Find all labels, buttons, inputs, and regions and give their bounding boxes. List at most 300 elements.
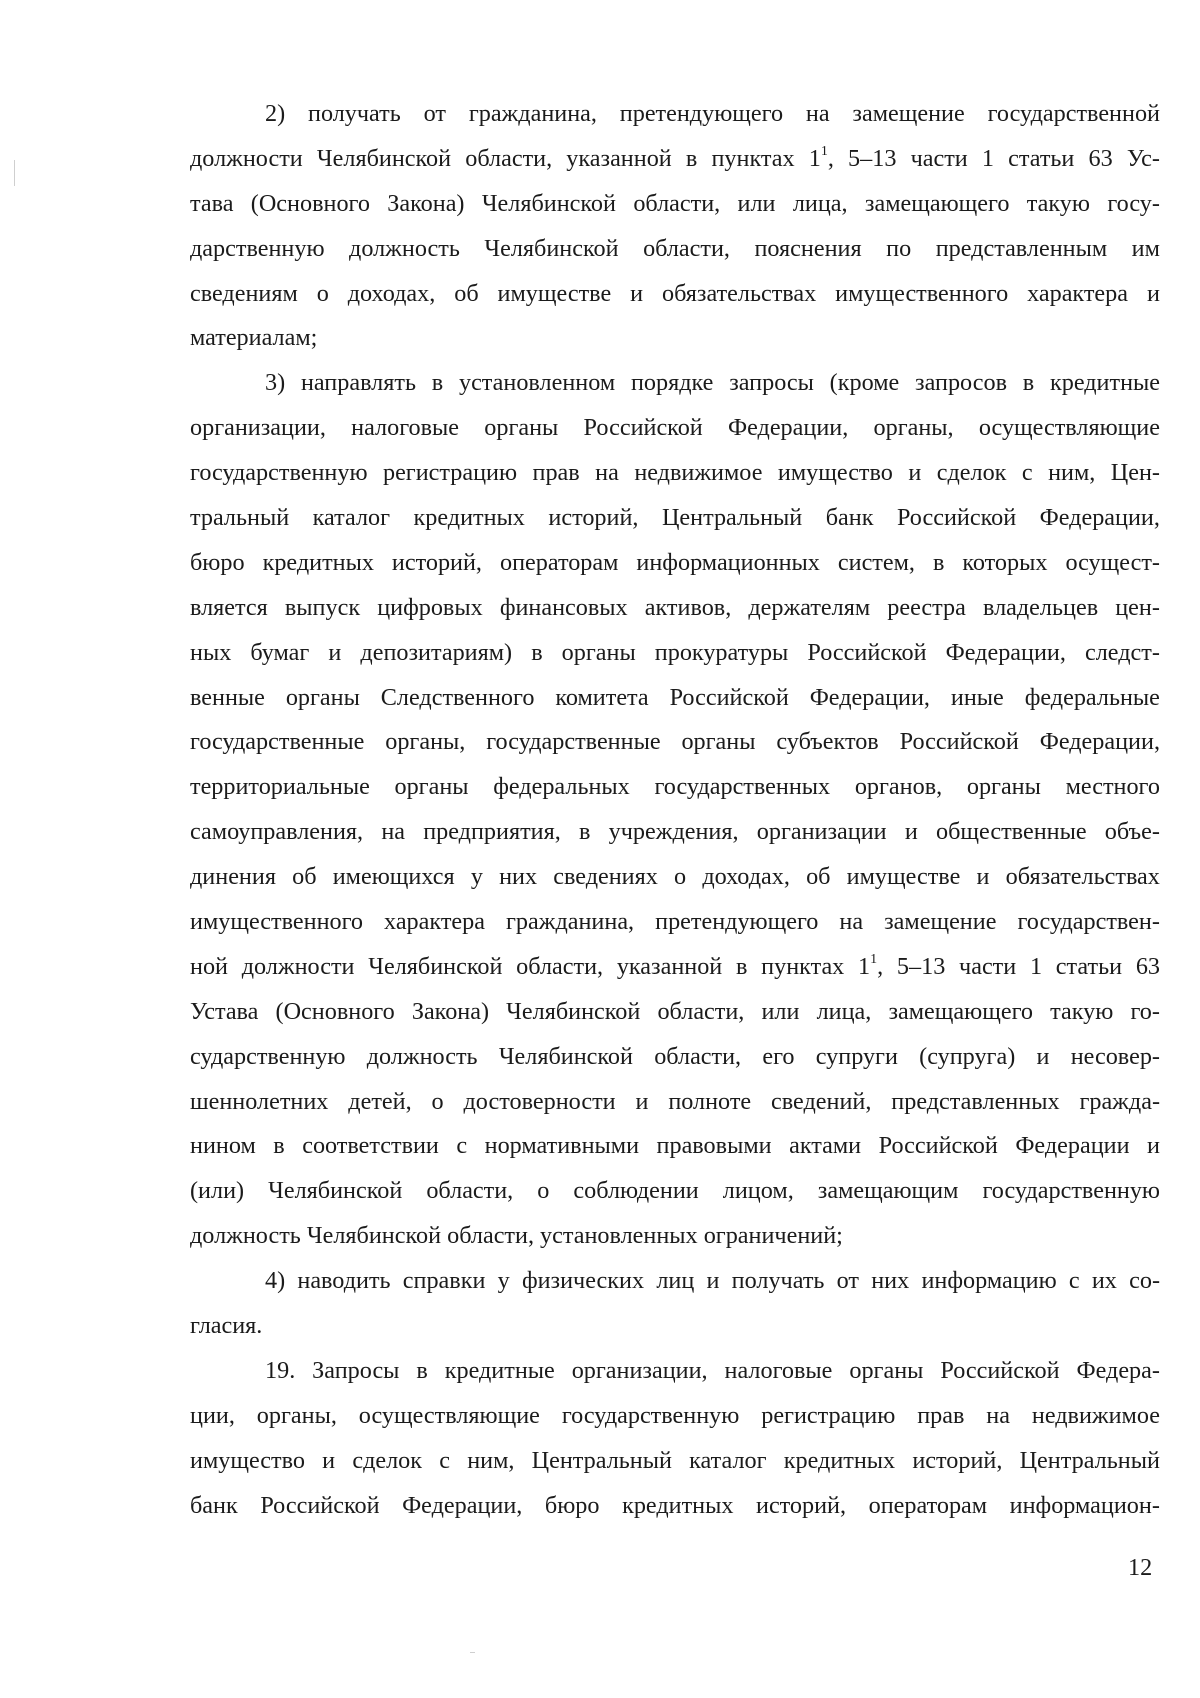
word: по	[886, 234, 912, 262]
text-line	[190, 272, 1160, 317]
word: информацию	[921, 1267, 1057, 1295]
word: об	[292, 863, 317, 891]
word: области,	[465, 144, 553, 172]
text-line	[190, 990, 1160, 1035]
word: органы	[966, 773, 1041, 801]
word: Челябинской	[481, 189, 616, 217]
word: Федерации,	[809, 683, 930, 711]
text-line	[190, 1259, 1160, 1304]
word: о	[537, 1177, 550, 1205]
word: от	[423, 100, 446, 127]
word: и	[630, 279, 644, 307]
text-line	[190, 810, 1160, 855]
word: нином	[190, 1132, 256, 1160]
word: историй,	[391, 548, 482, 576]
word: прокуратуры	[654, 638, 789, 666]
word: части	[959, 952, 1017, 980]
word: органы	[285, 683, 360, 711]
word: в	[531, 638, 543, 666]
word: бумаг	[250, 638, 310, 666]
word: 1	[1029, 952, 1043, 980]
word: финансовых	[499, 593, 628, 621]
word: с	[1068, 1267, 1080, 1295]
word: 63	[1088, 144, 1113, 172]
word: и	[904, 818, 918, 846]
word: кредитных	[622, 1491, 734, 1519]
word: венные	[190, 683, 265, 711]
word: организации	[756, 818, 887, 846]
word: соответствии	[302, 1132, 439, 1160]
word: государственных	[654, 773, 831, 801]
word: имущественного	[835, 279, 1009, 307]
word: их	[1091, 1267, 1117, 1295]
word: историй,	[756, 1491, 847, 1519]
word: замещение	[884, 908, 997, 936]
text-line	[190, 765, 1160, 810]
word: несовер-	[1070, 1042, 1160, 1070]
word: замещающим	[817, 1177, 959, 1205]
word: держателям	[748, 593, 871, 621]
word: о	[316, 279, 329, 307]
word: представленных	[891, 1087, 1060, 1115]
word: Российской	[669, 683, 789, 711]
word: и	[1146, 279, 1160, 307]
text-line	[190, 1304, 1160, 1349]
word: Челябинской	[506, 997, 641, 1025]
word: и	[635, 1087, 649, 1115]
word: физических	[521, 1267, 645, 1295]
word: в	[579, 818, 591, 846]
word: Федера-	[1076, 1356, 1160, 1384]
word: об	[806, 863, 831, 891]
word: на	[381, 818, 405, 846]
word: цифровых	[377, 593, 483, 621]
word: от	[836, 1267, 860, 1295]
word: ним,	[467, 1446, 515, 1474]
word: органы,	[385, 728, 466, 756]
word: с	[456, 1132, 468, 1160]
word: статьи	[1055, 952, 1123, 980]
word: в	[685, 144, 698, 172]
word: вляется	[190, 593, 268, 621]
word: 19.	[265, 1356, 296, 1384]
text-line	[190, 361, 1160, 406]
word: Челябинской	[268, 1177, 403, 1205]
word: Ус-	[1126, 144, 1160, 172]
word: органы	[849, 1356, 924, 1384]
word: лицом,	[722, 1177, 794, 1205]
word: и	[322, 1446, 336, 1474]
word: федеральные	[1024, 683, 1160, 711]
text-line	[190, 945, 1160, 990]
word: в	[431, 369, 444, 397]
word: местного	[1065, 773, 1160, 801]
word: указанной	[566, 144, 672, 172]
word: пунктах	[711, 144, 795, 172]
superscript-footnote: 1	[870, 951, 878, 967]
word: (или)	[190, 1177, 245, 1205]
word: информацион-	[1009, 1491, 1160, 1519]
word: должности	[241, 952, 355, 980]
word: общественные	[936, 818, 1087, 846]
word: или	[737, 189, 776, 217]
text-line	[190, 541, 1160, 586]
word: следст-	[1084, 638, 1160, 666]
word: предприятия,	[423, 818, 561, 846]
text-line	[190, 1439, 1160, 1484]
word: бюро	[190, 548, 245, 576]
word: обязательствах	[661, 279, 817, 307]
word: шеннолетних	[190, 1087, 329, 1115]
text-line	[190, 1080, 1160, 1125]
word: имуществе	[497, 279, 612, 307]
word: Запросы	[312, 1356, 400, 1384]
word: Цен-	[1110, 459, 1160, 487]
word: органы	[681, 728, 756, 756]
word: пояснения	[754, 234, 862, 262]
word: учреждения,	[608, 818, 739, 846]
word: государственную	[561, 1401, 740, 1429]
word: кредитных	[413, 504, 525, 532]
word: у	[497, 1267, 510, 1295]
word: должность	[366, 1042, 478, 1070]
word: органов,	[854, 773, 943, 801]
word: Федерации,	[1039, 728, 1160, 756]
word: должность	[190, 1222, 301, 1250]
word: 4)	[265, 1267, 286, 1295]
text-line	[190, 1349, 1160, 1394]
word: ных	[190, 638, 232, 666]
word: о	[674, 863, 687, 891]
word: запросов	[915, 369, 1007, 397]
word: у	[470, 863, 483, 891]
word: выпуск	[284, 593, 361, 621]
word: области,	[633, 189, 721, 217]
word: в	[416, 1356, 428, 1384]
word: с	[1021, 459, 1033, 487]
word: Центральный	[1019, 1446, 1160, 1474]
word: наводить	[297, 1267, 391, 1295]
word: 5–13	[848, 144, 897, 172]
word: имуществе	[846, 863, 961, 891]
word: владельцев	[982, 593, 1099, 621]
word: 3)	[265, 369, 286, 397]
word: 1$^1$,	[858, 951, 884, 980]
word: органы,	[873, 414, 954, 442]
word: актами	[789, 1132, 862, 1160]
word: каталог	[689, 1446, 767, 1474]
text-line	[190, 720, 1160, 765]
word: ции,	[190, 1401, 235, 1429]
word: Российской	[260, 1491, 380, 1519]
word: и	[706, 1267, 720, 1295]
word: осущест-	[1065, 548, 1160, 576]
word: Российской	[896, 504, 1017, 532]
word: динения	[190, 863, 276, 891]
word: сведений,	[771, 1087, 872, 1115]
word: государственные	[486, 728, 661, 756]
word: области,	[447, 1222, 534, 1250]
word: материалам;	[190, 324, 318, 352]
word: гражданина,	[468, 100, 597, 127]
word: доходах,	[702, 863, 790, 891]
word: пунктах	[761, 952, 845, 980]
word: соблюдении	[573, 1177, 699, 1205]
word: сударственную	[190, 1042, 346, 1070]
word: справки	[402, 1267, 486, 1295]
scan-mark	[14, 160, 15, 186]
text-line	[190, 1169, 1160, 1214]
word: Федерации,	[1039, 504, 1160, 532]
word: Закона)	[387, 189, 465, 217]
word: (супруга)	[919, 1042, 1016, 1070]
word: и	[328, 638, 342, 666]
word: иные	[950, 683, 1004, 711]
word: активов,	[644, 593, 732, 621]
word: в	[736, 952, 748, 980]
word: тава	[190, 189, 234, 217]
word: территориальные	[190, 773, 370, 801]
word: (Основного	[275, 997, 395, 1025]
word: об	[454, 279, 479, 307]
word: в	[932, 548, 945, 576]
word: Челябинской	[498, 1042, 633, 1070]
text-line	[190, 1484, 1160, 1529]
word: сведениям	[190, 279, 298, 307]
word: Челябинской	[484, 234, 619, 262]
word: на	[805, 100, 830, 127]
word: государственной	[987, 100, 1160, 127]
word: ной	[190, 952, 228, 980]
word: недвижимое	[1031, 1401, 1160, 1429]
word: прав	[532, 459, 580, 487]
text-line	[190, 451, 1160, 496]
word: недвижимое	[634, 459, 763, 487]
word: замещающего	[864, 189, 1010, 217]
word: органы	[394, 773, 469, 801]
superscript-footnote: 1	[820, 143, 828, 159]
word: осуществляющие	[978, 414, 1160, 442]
text-line	[190, 676, 1160, 721]
word: представленным	[935, 234, 1108, 262]
word: ним,	[1048, 459, 1096, 487]
word: Российской	[899, 728, 1019, 756]
word: объе-	[1104, 818, 1160, 846]
word: бюро	[544, 1491, 600, 1519]
word: должность	[349, 234, 460, 262]
document-body	[190, 92, 1160, 1529]
text-line	[190, 137, 1160, 182]
word: систем,	[837, 548, 915, 576]
text-line	[190, 182, 1160, 227]
word: замещение	[852, 100, 965, 127]
word: и	[908, 459, 922, 487]
word: регистрацию	[761, 1401, 896, 1429]
word: детей,	[348, 1087, 412, 1115]
word: кредитных	[262, 548, 374, 576]
word: органы	[561, 638, 636, 666]
word: области,	[657, 997, 745, 1025]
word: операторам	[868, 1491, 988, 1519]
text-line	[190, 1124, 1160, 1169]
text-line	[190, 586, 1160, 631]
text-line	[190, 316, 1160, 361]
word: самоуправления,	[190, 818, 364, 846]
word: 1	[981, 144, 994, 172]
word: гражданина,	[505, 908, 635, 936]
word: историй,	[912, 1446, 1003, 1474]
word: получать	[308, 100, 401, 127]
word: Челябинской	[368, 952, 503, 980]
word: 2)	[265, 100, 286, 127]
word: ограничений;	[703, 1222, 843, 1250]
word: Центральный	[661, 504, 803, 532]
word: направлять	[300, 369, 416, 397]
word: Центральный	[531, 1446, 672, 1474]
word: замещающего	[888, 997, 1033, 1025]
word: Федерации,	[727, 414, 849, 442]
word: Федерации,	[945, 638, 1066, 666]
word: супруги	[815, 1042, 898, 1070]
word: его	[762, 1042, 795, 1070]
word: (Основного	[250, 189, 370, 217]
word: имеющихся	[332, 863, 455, 891]
text-line	[190, 900, 1160, 945]
word: им	[1131, 234, 1160, 262]
word: доходах,	[347, 279, 436, 307]
word: характера	[1027, 279, 1129, 307]
word: области,	[516, 952, 604, 980]
word: или	[761, 997, 800, 1025]
word: Федерации	[1015, 1132, 1130, 1160]
word: кредитные	[444, 1356, 555, 1384]
word: Российской	[583, 414, 703, 442]
word: тральный	[190, 504, 290, 532]
text-line	[190, 496, 1160, 541]
word: (кроме	[829, 369, 900, 397]
word: кредитные	[1049, 369, 1160, 397]
word: Российской	[878, 1132, 998, 1160]
word: достоверности	[463, 1087, 616, 1115]
word: такую	[1026, 189, 1090, 217]
word: реестра	[887, 593, 966, 621]
word: которых	[962, 548, 1048, 576]
word: области,	[654, 1042, 742, 1070]
word: сведениях	[553, 863, 658, 891]
word: государственную	[982, 1177, 1160, 1205]
text-line	[190, 406, 1160, 451]
word: имущество	[190, 1446, 305, 1474]
word: 5–13	[896, 952, 946, 980]
word: претендующего	[619, 100, 784, 127]
word: лица,	[792, 189, 848, 217]
word: дарственную	[190, 234, 325, 262]
word: 63	[1135, 952, 1160, 980]
word: части	[910, 144, 968, 172]
word: Челябинской	[306, 1222, 442, 1250]
word: цен-	[1115, 593, 1160, 621]
word: осуществляющие	[358, 1401, 540, 1429]
word: депозитариям)	[360, 638, 513, 666]
word: Российской	[940, 1356, 1060, 1384]
word: сделок	[352, 1446, 423, 1474]
word: Закона)	[411, 997, 490, 1025]
text-line	[190, 1394, 1160, 1439]
word: федеральных	[493, 773, 630, 801]
word: кредитных	[783, 1446, 896, 1474]
word: лиц	[656, 1267, 695, 1295]
word: на	[839, 908, 864, 936]
word: них	[499, 863, 538, 891]
word: характера	[384, 908, 485, 936]
word: и	[1147, 1132, 1160, 1160]
word: банк	[190, 1491, 238, 1519]
word: с	[439, 1446, 450, 1474]
word: области,	[643, 234, 730, 262]
word: Российской	[807, 638, 927, 666]
word: органы,	[256, 1401, 337, 1429]
word: претендующего	[655, 908, 819, 936]
word: государственные	[190, 728, 365, 756]
text-line	[190, 1035, 1160, 1080]
word: имущественного	[190, 908, 364, 936]
word: запросы	[729, 369, 814, 397]
word: Федерации,	[402, 1491, 523, 1519]
word: налоговые	[351, 414, 460, 442]
word: и	[1036, 1042, 1050, 1070]
word: информационных	[636, 548, 820, 576]
word: прав	[917, 1401, 965, 1429]
word: со-	[1129, 1267, 1160, 1295]
word: имущество	[777, 459, 893, 487]
word: установленном	[458, 369, 616, 397]
word: в	[1022, 369, 1035, 397]
word: статьи	[1008, 144, 1075, 172]
text-line	[190, 92, 1160, 137]
word: сделок	[936, 459, 1007, 487]
word: указанной	[616, 952, 723, 980]
word: такую	[1050, 997, 1114, 1025]
word: обязательствах	[1005, 863, 1160, 891]
word: гражда-	[1079, 1087, 1160, 1115]
page-number: 12	[1128, 1554, 1153, 1581]
word: и	[976, 863, 990, 891]
word: о	[431, 1087, 444, 1115]
text-line	[190, 227, 1160, 272]
word: них	[871, 1267, 910, 1295]
word: каталог	[312, 504, 391, 532]
word: регистрацию	[382, 459, 518, 487]
word: налоговые	[724, 1356, 833, 1384]
word: установленных	[540, 1222, 698, 1250]
scan-mark	[470, 1652, 475, 1653]
word: на	[595, 459, 619, 487]
word: банк	[825, 504, 874, 532]
word: порядке	[630, 369, 714, 397]
word: Следственного	[380, 683, 535, 711]
word: историй,	[548, 504, 639, 532]
word: государствен-	[1017, 908, 1160, 936]
word: на	[986, 1401, 1010, 1429]
word: гласия.	[190, 1312, 263, 1340]
word: в	[273, 1132, 285, 1160]
word: операторам	[499, 548, 619, 576]
word: лица,	[816, 997, 872, 1025]
text-line	[190, 631, 1160, 676]
word: го-	[1130, 997, 1160, 1025]
word: органы	[484, 414, 559, 442]
word: должности	[190, 144, 303, 172]
